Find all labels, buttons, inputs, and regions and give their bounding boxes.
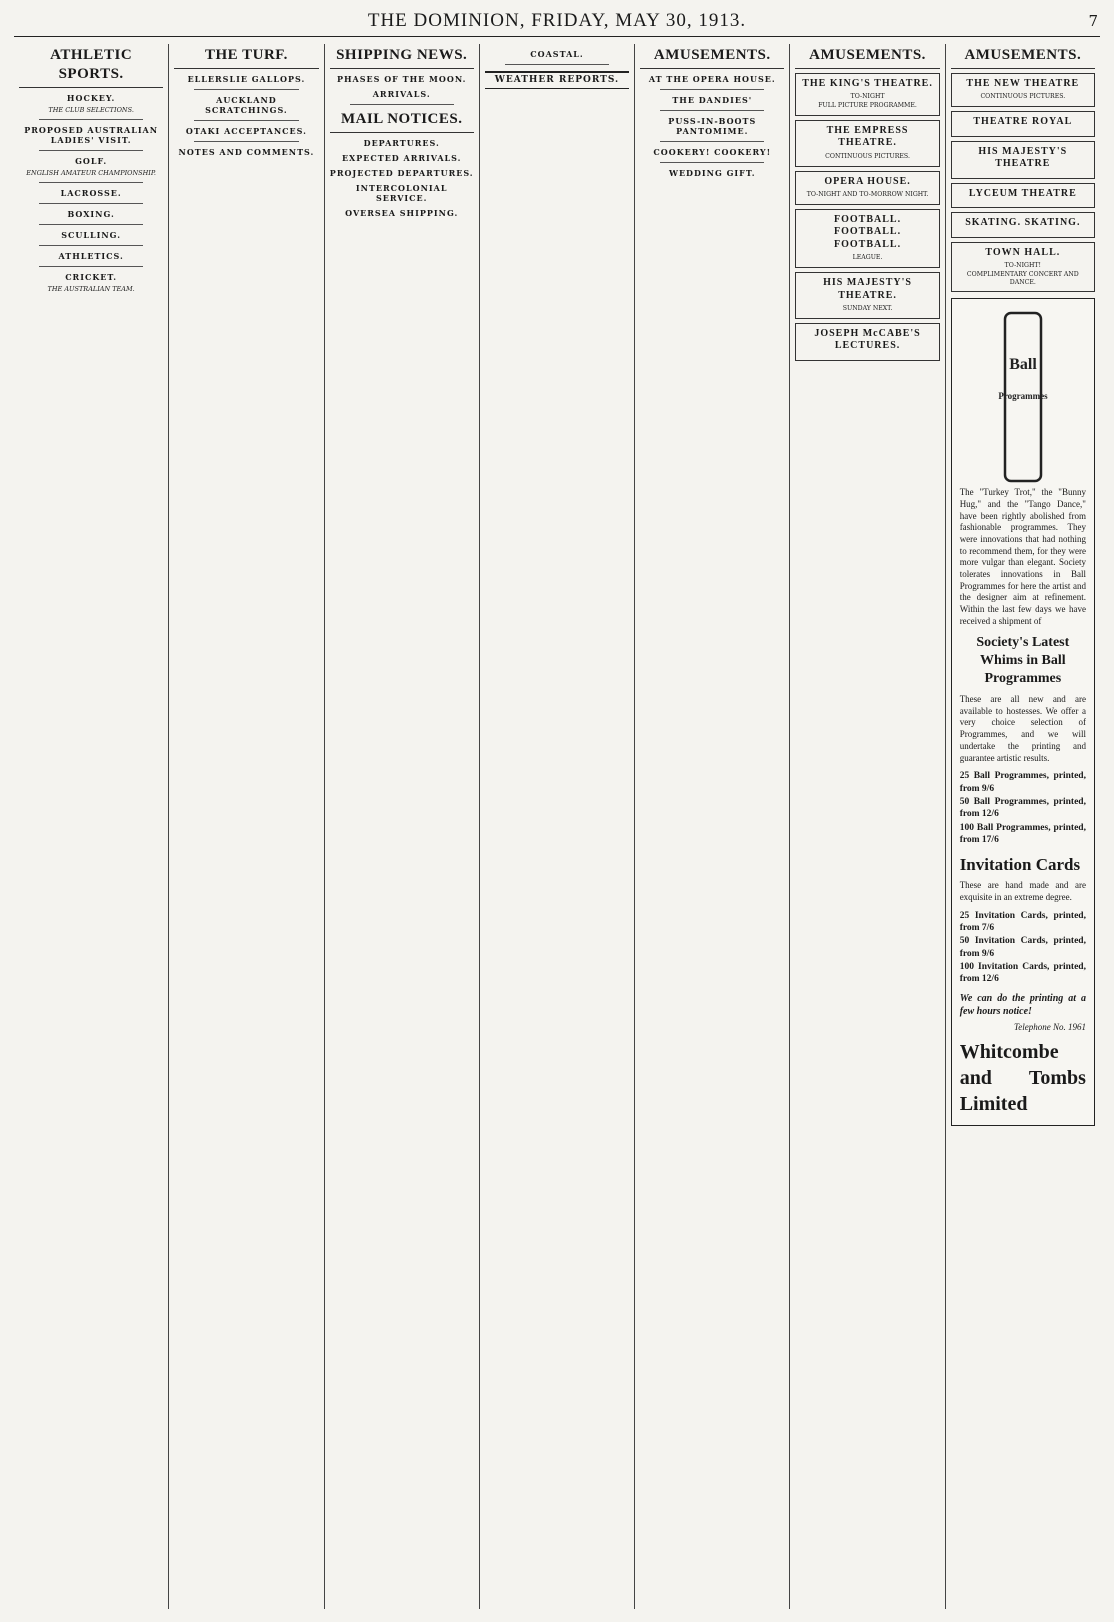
subhead: INTERCOLONIAL SERVICE. xyxy=(355,182,448,203)
subhead: THE CLUB SELECTIONS. xyxy=(48,105,134,114)
divider xyxy=(39,245,143,246)
column-amusements-1 xyxy=(635,44,790,1609)
ad-title: FOOTBALL. FOOTBALL. FOOTBALL. xyxy=(834,213,902,250)
ad-line: TO-NIGHT xyxy=(850,93,885,101)
subhead: GOLF. xyxy=(75,155,108,166)
subhead: AUCKLAND SCRATCHINGS. xyxy=(205,94,288,115)
ad-title: THE EMPRESS THEATRE. xyxy=(826,124,909,149)
page-number: 7 xyxy=(1088,12,1098,30)
ad-note: We can do the printing at a few hours notice! xyxy=(959,992,1086,1017)
column-amusements-2 xyxy=(790,44,945,1609)
section-heading: ATHLETIC SPORTS. xyxy=(19,46,163,88)
divider xyxy=(39,203,143,204)
ad-line: CONTINUOUS PICTURES. xyxy=(980,93,1066,101)
subhead: THE AUSTRALIAN TEAM. xyxy=(47,284,135,293)
column-the-turf xyxy=(169,44,324,1609)
ad-price: 25 Ball Programmes, printed, from 9/6 xyxy=(959,771,1086,794)
ad-skating xyxy=(951,212,1095,238)
subhead: PROPOSED AUSTRALIAN LADIES' VISIT. xyxy=(24,124,159,145)
ad-lyceum xyxy=(951,183,1095,209)
page-columns xyxy=(14,44,1100,1609)
ad-title: OPERA HOUSE. xyxy=(824,175,911,187)
subhead: LACROSSE. xyxy=(60,187,122,198)
subhead: BOXING. xyxy=(67,208,115,219)
divider xyxy=(39,224,143,225)
ad-football xyxy=(795,209,939,268)
ball-programmes-ad xyxy=(951,298,1095,1126)
masthead xyxy=(14,10,1100,37)
svg-text:Programmes: Programmes xyxy=(998,391,1048,402)
ad-title: THE KING'S THEATRE. xyxy=(802,77,933,89)
ad-line: LEAGUE. xyxy=(852,254,883,262)
subhead: COOKERY! COOKERY! xyxy=(653,146,772,157)
subhead: WEDDING GIFT. xyxy=(668,167,756,178)
column-shipping-news xyxy=(325,44,480,1609)
subhead: NOTES AND COMMENTS. xyxy=(178,146,315,157)
ad-title: HIS MAJESTY'S THEATRE. xyxy=(823,277,912,301)
ad-price: 100 Ball Programmes, printed, from 17/6 xyxy=(959,822,1086,845)
ad-theatre-royal xyxy=(951,111,1095,137)
ad-title: THEATRE ROYAL xyxy=(973,116,1073,127)
subhead: ARRIVALS. xyxy=(372,88,431,99)
ad-title: JOSEPH McCABE'S LECTURES. xyxy=(814,327,921,352)
divider xyxy=(660,89,764,90)
subhead: SCULLING. xyxy=(61,229,122,240)
ad-his-majestys xyxy=(795,272,939,319)
subhead: OTAKI ACCEPTANCES. xyxy=(185,125,307,136)
divider xyxy=(39,119,143,120)
subhead: AT THE OPERA HOUSE. xyxy=(648,73,776,84)
subhead: DEPARTURES. xyxy=(363,137,440,148)
divider xyxy=(350,104,454,105)
ad-town-hall xyxy=(951,242,1095,293)
subhead: OVERSEA SHIPPING. xyxy=(345,207,459,218)
subhead: HOCKEY. xyxy=(66,92,116,103)
divider xyxy=(194,120,298,121)
subhead: THE DANDIES' xyxy=(672,94,753,105)
ad-his-majestys-2 xyxy=(951,141,1095,179)
mail-notices-heading: MAIL NOTICES. xyxy=(330,110,474,133)
divider xyxy=(660,110,764,111)
ad-empress-theatre xyxy=(795,120,939,167)
divider xyxy=(505,64,609,65)
subhead: PHASES OF THE MOON. xyxy=(336,73,467,84)
ad-price: 50 Invitation Cards, printed, from 9/6 xyxy=(959,936,1086,959)
ad-firm: Whitcombe and Tombs Limited xyxy=(959,1041,1086,1116)
ad-lead: Society's Latest Whims in Ball Programmes xyxy=(976,634,1070,686)
ad-line: COMPLIMENTARY CONCERT AND DANCE. xyxy=(966,270,1079,286)
subhead: EXPECTED ARRIVALS. xyxy=(341,152,462,163)
ad-line: TO-NIGHT AND TO-MORROW NIGHT. xyxy=(806,191,929,198)
divider xyxy=(194,89,298,90)
divider xyxy=(39,266,143,267)
column-amusements-3 xyxy=(946,44,1100,1609)
svg-text:Ball: Ball xyxy=(1009,356,1037,374)
ball-programme-illustration xyxy=(983,307,1063,487)
subhead: COASTAL. xyxy=(530,49,584,59)
subhead: PROJECTED DEPARTURES. xyxy=(329,167,474,178)
subhead: CRICKET. xyxy=(65,271,118,282)
ad-title: SKATING. SKATING. xyxy=(965,217,1081,228)
divider xyxy=(39,182,143,183)
ad-new-theatre xyxy=(951,73,1095,107)
weather-reports-heading: WEATHER REPORTS. xyxy=(485,71,629,89)
subhead: ATHLETICS. xyxy=(58,250,124,261)
divider xyxy=(660,141,764,142)
column-athletic-sports xyxy=(14,44,169,1609)
ad-line: CONTINUOUS PICTURES. xyxy=(825,152,910,160)
ad-line: TO-NIGHT! xyxy=(1004,262,1041,269)
ad-line: FULL PICTURE PROGRAMME. xyxy=(818,102,917,109)
subhead: PUSS-IN-BOOTS PANTOMIME. xyxy=(668,115,757,136)
section-heading: SHIPPING NEWS. xyxy=(330,46,474,69)
ad-kings-theatre xyxy=(795,73,939,116)
section-heading: AMUSEMENTS. xyxy=(951,46,1095,69)
invitation-cards-heading: Invitation Cards xyxy=(959,855,1081,875)
ad-mccabe-lectures xyxy=(795,323,939,361)
section-heading: AMUSEMENTS. xyxy=(640,46,784,69)
subhead: ENGLISH AMATEUR CHAMPIONSHIP. xyxy=(26,168,156,177)
subhead: ELLERSLIE GALLOPS. xyxy=(187,73,306,84)
newspaper-title: THE DOMINION, FRIDAY, MAY 30, 1913. xyxy=(367,10,747,31)
ad-title: LYCEUM THEATRE xyxy=(968,187,1077,199)
ad-opera-house xyxy=(795,171,939,205)
ad-intro: The "Turkey Trot," the "Bunny Hug," and the "Tango Dance," have been rightly abolished from fashionable programmes. They were innovations that had nothing to recommend them, for they were more vulgar than elegant. Society tolerates innovations in Ball Programmes for here the artist and the designer aim at refinement. Within the last few days we have received a shipment of xyxy=(959,487,1086,626)
ad-price: 50 Ball Programmes, printed, from 12/6 xyxy=(959,796,1086,820)
ad-price: 100 Invitation Cards, printed, from 12/6 xyxy=(959,962,1086,985)
divider xyxy=(660,162,764,163)
ad-title: THE NEW THEATRE xyxy=(966,77,1080,89)
ad-line: SUNDAY NEXT. xyxy=(842,305,893,312)
ad-phone: Telephone No. 1961 xyxy=(1014,1021,1086,1032)
divider xyxy=(194,141,298,142)
ad-body: These are all new and are available to hostesses. We offer a very choice selection of Programmes, and we will undertake the printing and guarantee artistic results. xyxy=(959,694,1086,763)
section-heading: THE TURF. xyxy=(174,46,318,69)
divider xyxy=(39,150,143,151)
ad-body: These are hand made and are exquisite in an extreme degree. xyxy=(959,880,1086,903)
column-shipping-continued xyxy=(480,44,635,1609)
ad-title: HIS MAJESTY'S THEATRE xyxy=(978,145,1068,169)
ad-price: 25 Invitation Cards, printed, from 7/6 xyxy=(959,910,1086,934)
section-heading: AMUSEMENTS. xyxy=(795,46,939,69)
ad-title: TOWN HALL. xyxy=(985,246,1061,258)
